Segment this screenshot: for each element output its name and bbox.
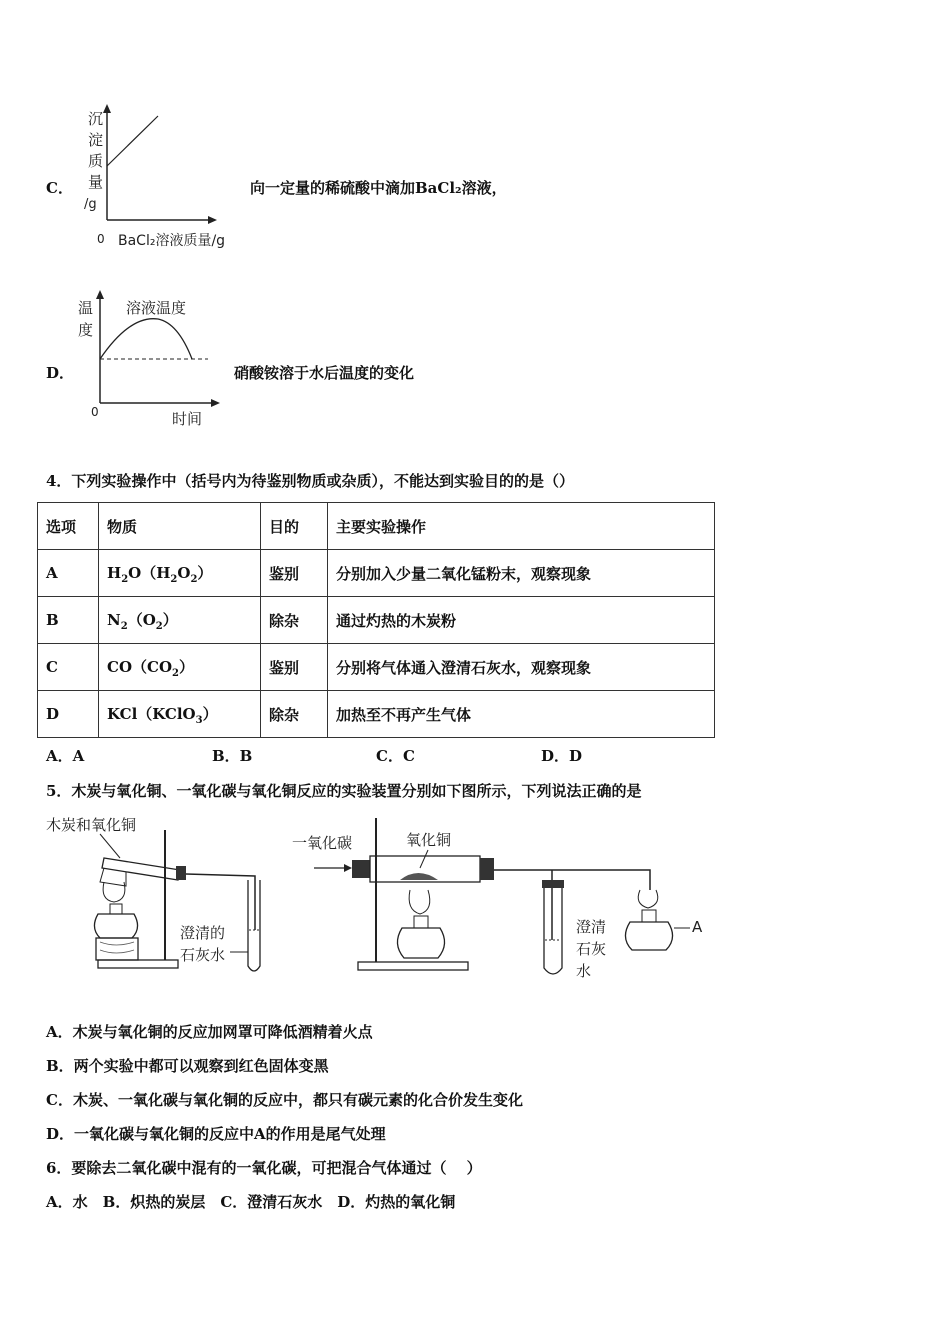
graph-c-ylabel-5: /g [84,197,97,212]
table-row [38,691,715,738]
option-d-label: D． [46,364,75,382]
graph-c-xlabel: BaCl₂溶液质量/g [118,233,226,249]
row-d-operation: 加热至不再产生气体 [328,691,715,738]
fig1-water-1: 澄清的 [180,924,226,942]
fig2-left-stopper [352,860,370,878]
fig2-tail-flame [638,890,658,908]
table-row [38,597,715,644]
fig2-inlet-arrowhead [344,864,352,872]
fig2-cuo-pointer [420,850,428,868]
fig1-lamp-neck [110,904,122,914]
row-a-purpose: 鉴别 [261,550,328,597]
row-c-substance: $CO(CO_2)$ [99,644,261,691]
fig2-a-label: A [692,918,703,936]
table-row [38,644,715,691]
fig2-co-label: 一氧化碳 [292,834,353,852]
fig2-delivery-3 [552,870,650,890]
q4-choice-b: B．B [212,747,253,765]
option-c-desc: 向一定量的稀硫酸中滴加BaCl₂溶液， [250,179,507,197]
fig1-pointer [100,834,120,858]
fig2-water-2: 石灰 [576,940,607,958]
fig1-receiving-tube [248,880,260,971]
fig2-lamp-neck [414,916,428,928]
graph-c-origin: 0 [97,232,105,246]
graph-c-ylabel-3: 质 [88,152,104,170]
header-substance: 物质 [99,503,261,550]
row-d-purpose: 除杂 [261,691,328,738]
fig1-label: 木炭和氧化铜 [46,816,137,834]
q6-choices: A．水 B．炽热的炭层 C．澄清石灰水 D．灼热的氧化铜 [46,1193,456,1211]
header-option: 选项 [38,503,99,550]
fig2-tube-stopper [542,880,564,888]
figure-carbon-cuo [40,810,285,980]
fig1-test-tube [102,858,180,880]
graph-c [70,100,250,255]
fig2-lamp [397,928,444,958]
fig2-right-stopper [480,858,494,880]
row-b-option: B [38,597,99,644]
row-b-operation: 通过灼热的木炭粉 [328,597,715,644]
fig1-delivery-tube [186,874,255,930]
fig2-lime-tube [544,888,562,974]
header-purpose: 目的 [261,503,328,550]
q5-option-d: D．一氧化碳与氧化铜的反应中A的作用是尾气处理 [46,1125,386,1143]
graph-c-ylabel-1: 沉 [88,110,104,128]
fig2-water-1: 澄清 [576,918,607,936]
row-b-substance: $N_2(O_2)$ [99,597,261,644]
row-c-operation: 分别将气体通入澄清石灰水，观察现象 [328,644,715,691]
q5-stem: 5．木炭与氧化铜、一氧化碳与氧化铜反应的实验装置分别如下图所示，下列说法正确的是 [46,782,642,800]
graph-d [70,285,235,430]
graph-d-ylabel-1: 温 [78,299,94,317]
table-header-row [38,503,715,550]
row-d-option: D [38,691,99,738]
fig2-cuo-powder [400,873,438,880]
row-b-purpose: 除杂 [261,597,328,644]
option-c-label: C． [46,179,73,197]
q4-table [37,502,715,738]
q6-stem: 6．要除去二氧化碳中混有的一氧化碳，可把混合气体通过（ ） [46,1159,482,1177]
row-c-option: C [38,644,99,691]
graph-c-y-arrow [103,104,111,113]
graph-d-ylabel-2: 度 [78,321,94,339]
fig2-cuo-label: 氧化铜 [406,831,452,849]
fig2-tail-lamp [625,922,672,950]
graph-c-ylabel-4: 量 [88,173,104,191]
fig2-stand-base [358,962,468,970]
fig2-tail-lamp-neck [642,910,656,922]
graph-d-y-arrow [96,290,104,299]
q5-option-c: C．木炭、一氧化碳与氧化铜的反应中，都只有碳元素的化合价发生变化 [46,1091,523,1109]
fig1-stand-base [98,960,178,968]
row-d-substance: KCl（KClO$_3$） [99,691,261,738]
fig1-wood-block [96,938,138,960]
table-row [38,550,715,597]
fig2-flame [409,890,430,914]
fig1-water-2: 石灰水 [180,946,226,964]
row-a-operation: 分别加入少量二氧化锰粉末，观察现象 [328,550,715,597]
row-a-substance: $H_2O(H_2O_2)$ [99,550,261,597]
fig2-water-3: 水 [576,962,592,980]
option-d-desc: 硝酸铵溶于水后温度的变化 [234,364,415,382]
header-operation: 主要实验操作 [328,503,715,550]
graph-d-curve [100,319,192,359]
figure-co-cuo [290,810,720,985]
graph-d-curve-label: 溶液温度 [126,299,187,317]
graph-c-x-arrow [208,216,217,224]
row-c-purpose: 鉴别 [261,644,328,691]
graph-d-x-arrow [211,399,220,407]
graph-c-line [107,116,158,166]
fig1-stopper [176,866,186,880]
row-a-option: A [38,550,99,597]
fig1-wood-grain [100,942,134,953]
q4-stem: 4．下列实验操作中（括号内为待鉴别物质或杂质），不能达到实验目的的是（） [46,472,574,490]
graph-c-ylabel-2: 淀 [88,131,104,149]
fig1-lamp [94,914,137,938]
q4-choice-a: A．A [46,747,85,765]
graph-d-origin: 0 [91,405,99,419]
q4-choice-d: D．D [541,747,583,765]
graph-d-xlabel: 时间 [172,410,203,428]
q4-choice-c: C．C [376,747,415,765]
q5-option-a: A．木炭与氧化铜的反应加网罩可降低酒精着火点 [46,1023,373,1041]
q5-option-b: B．两个实验中都可以观察到红色固体变黑 [46,1057,329,1075]
